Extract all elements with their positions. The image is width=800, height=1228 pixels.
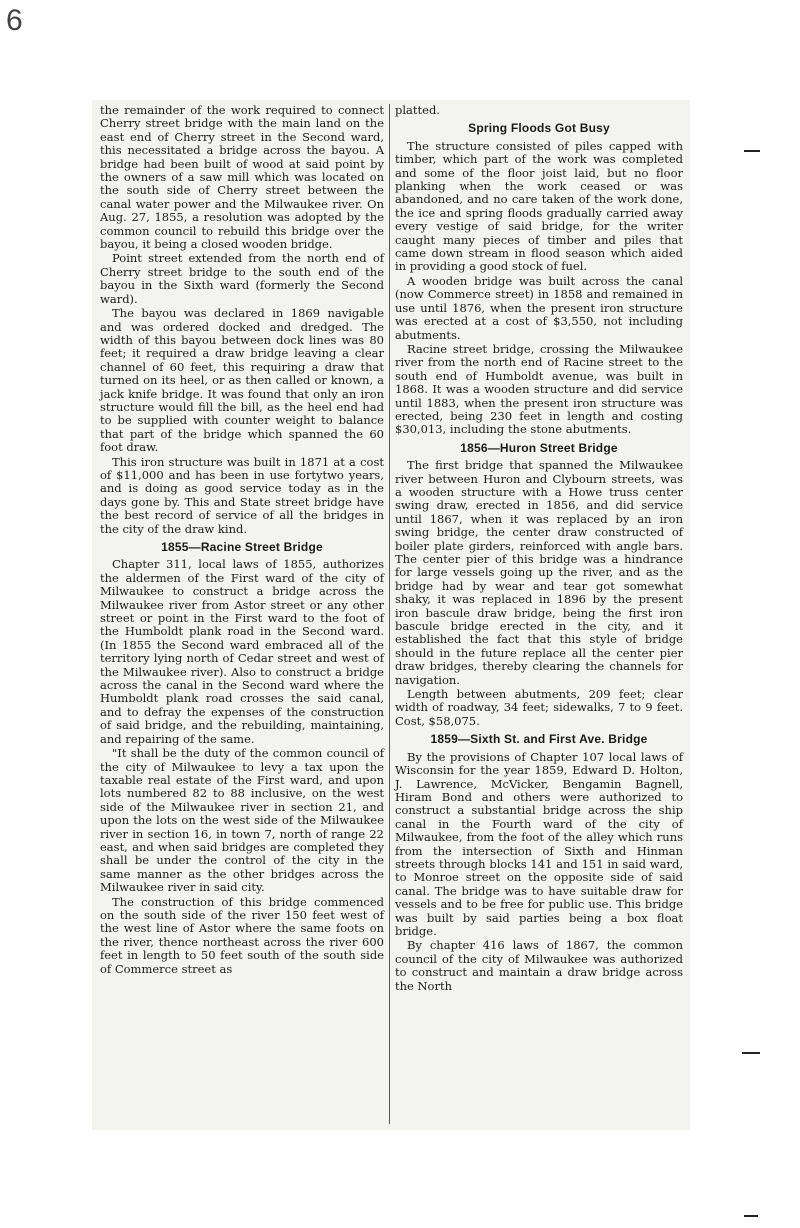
paragraph: The construction of this bridge commenced on the south side of the river 150 feet west of the west line of Astor where the same foots on the river, thence northeast across the river 600 feet in length to 50 feet south of the south side of Commerce street as <box>100 894 384 976</box>
section-heading: 1856—Huron Street Bridge <box>460 440 618 455</box>
paragraph: Racine street bridge, crossing the Milwaukee river from the north end of Racine street to the south end of Humboldt avenue, was built in 1868. It was a wooden structure and did service until 1883, when the present iron structure was erected, being 230 feet in length and costing $30,013, including the stone abutments. <box>395 341 683 437</box>
right-column <box>395 104 683 994</box>
paragraph: Chapter 311, local laws of 1855, authorizes the aldermen of the First ward of the city of Milwaukee to construct a bridge across the Milwaukee river from Astor street or any other street or point in the First ward to the foot of the Humboldt plank road in the Second ward. (In 1855 the Second ward embraced all of the territory lying north of Cedar street and west of the Milwaukee river). Also to construct a bridge across the canal in the Second ward where the Humboldt plank road crosses the said canal, and to defray the expenses of the construction of said bridge, and the rebuilding, maintaining, and repairing of the same. <box>100 557 384 746</box>
paragraph: The bayou was declared in 1869 navigable and was ordered docked and dredged. The width of this bayou between dock lines was 80 feet; it required a draw bridge leaving a clear channel of 60 feet, this requiring a draw that turned on its heel, or as then called or known, a jack knife bridge. It was found that only an iron structure would fill the bill, as the heel end had to be supplied with counter weight to balance that part of the bridge which spanned the 60 foot draw. <box>100 306 384 455</box>
paragraph: By the provisions of Chapter 107 local laws of Wisconsin for the year 1859, Edward D. Holton, J. Lawrence, McVicker, Bengamin Bagnell, Hiram Bond and others were authorized to construct a substantial bridge across the ship canal in the Fourth ward of the city of Milwaukee, from the foot of the alley which runs from the intersection of Sixth and Hinman streets through blocks 141 and 151 in said ward, to Monroe street on the opposite side of said canal. The bridge was to have suitable draw for vessels and to be free for public use. This bridge was built by said parties being a box float bridge. <box>395 749 683 938</box>
column-divider <box>389 104 390 1124</box>
section-heading: Spring Floods Got Busy <box>468 121 610 136</box>
paragraph: This iron structure was built in 1871 at a cost of $11,000 and has been in use fortytwo years, and is doing as good service today as in the days gone by. This and State street bridge have the best record of service of all the bridges in the city of the draw kind. <box>100 454 384 536</box>
paragraph: platted. <box>395 103 440 117</box>
paragraph: Point street extended from the north end of Cherry street bridge to the south end of the bayou in the Sixth ward (formerly the Second ward). <box>100 251 384 306</box>
margin-mark <box>744 1215 758 1217</box>
section-heading: 1855—Racine Street Bridge <box>161 540 323 554</box>
paragraph: The first bridge that spanned the Milwaukee river between Huron and Clybourn streets, was a wooden structure with a Howe truss center swing draw, erected in 1856, and did service until 1867, when it was replaced by an iron swing bridge, the center draw constructed of boiler plate girders, reinforced with angle bars. The center pier of this bridge was a hindrance for large vessels going up the river, and as the bridge had by wear and tear got somewhat shaky, it was replaced in 1896 by the present iron bascule draw bridge, being the first iron bascule bridge erected in the city, and it established the fact that this style of bridge should in the future replace all the center pier draw bridges, thereby clearing the channels for navigation. <box>395 458 683 687</box>
section-heading: 1859—Sixth St. and First Ave. Bridge <box>430 732 648 747</box>
page-number: 6 <box>6 4 23 37</box>
left-column <box>100 104 384 977</box>
margin-mark <box>744 150 760 152</box>
paragraph: Length between abutments, 209 feet; clear width of roadway, 34 feet; sidewalks, 7 to 9 feet. Cost, $58,075. <box>395 687 683 728</box>
paragraph: "It shall be the duty of the common council of the city of Milwaukee to levy a tax upon the taxable real estate of the First ward, and upon lots numbered 82 to 88 inclusive, on the west side of the Milwaukee river in section 21, and upon the lots on the west side of the Milwaukee river in section 16, in town 7, north of range 22 east, and when said bridges are completed they shall be under the control of the city in the same manner as the other bridges across the Milwaukee river in said city. <box>100 746 384 895</box>
paragraph: By chapter 416 laws of 1867, the common council of the city of Milwaukee was authorized to construct and maintain a draw bridge across the North <box>395 938 683 993</box>
margin-mark <box>742 1052 760 1054</box>
paragraph: A wooden bridge was built across the canal (now Commerce street) in 1858 and remained in use until 1876, when the present iron structure was erected at a cost of $3,550, not including abutments. <box>395 273 683 342</box>
paragraph: The structure consisted of piles capped with timber, which part of the work was completed and some of the floor joist laid, but no floor planking when the work ceased or was abandoned, and no care taken of the work done, the ice and spring floods gradually carried away every vestige of said bridge, for the writer caught many pieces of timber and piles that came down stream in flood season which aided in providing a good stock of fuel. <box>395 138 683 274</box>
paragraph: the remainder of the work required to connect Cherry street bridge with the main land on the east end of Cherry street in the Second ward, this necessitated a bridge across the bayou. A bridge had been built of wood at said point by the owners of a saw mill which was located on the south side of Cherry street between the canal water power and the Milwaukee river. On Aug. 27, 1855, a resolution was adopted by the common council to rebuild this bridge over the bayou, it being a closed wooden bridge. <box>100 103 384 252</box>
